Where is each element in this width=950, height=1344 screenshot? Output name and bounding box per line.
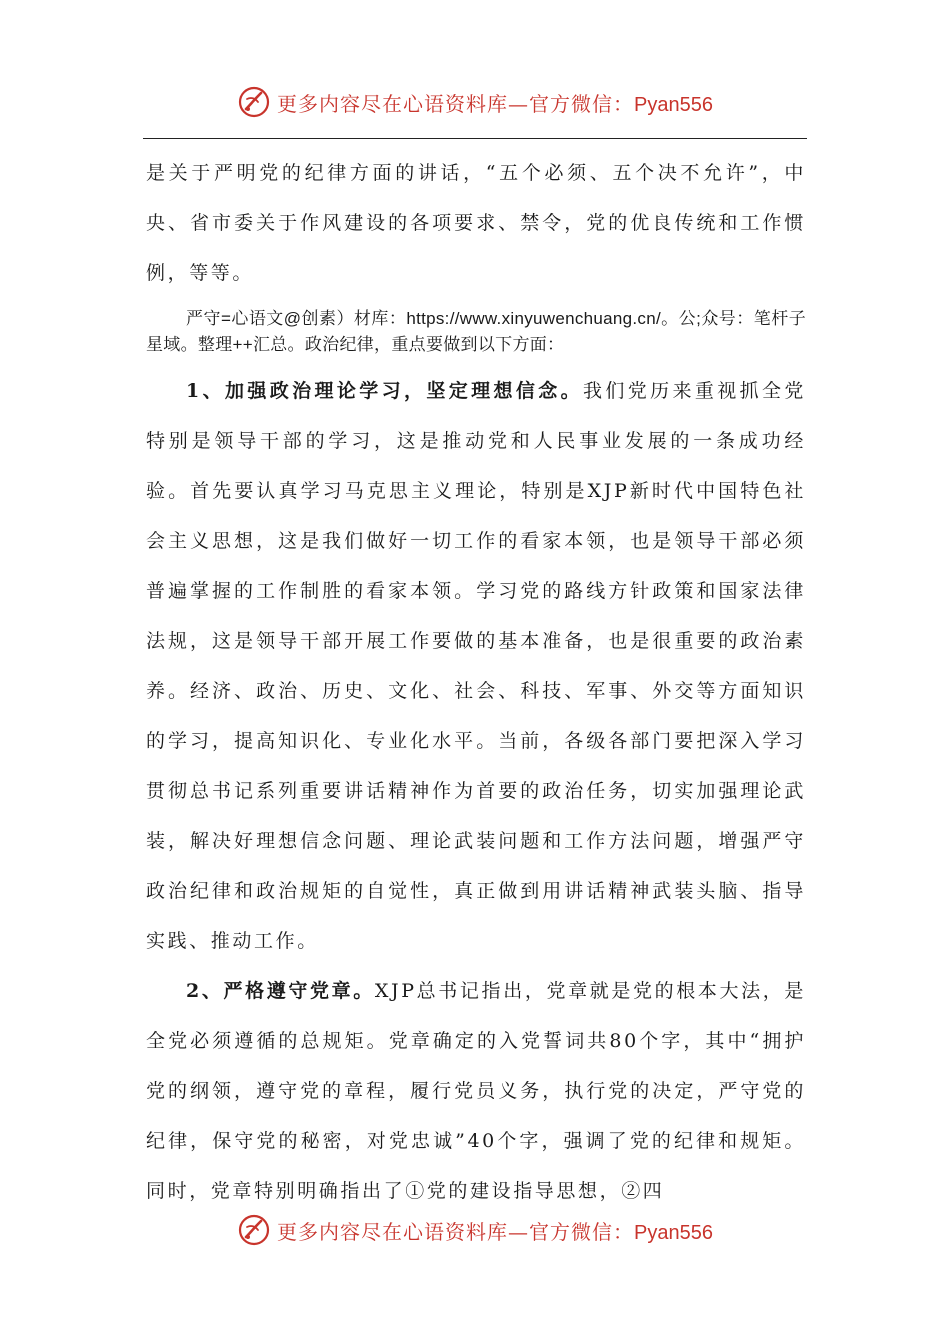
section-2-paragraph: [146, 966, 806, 1216]
section-2-text: XJP总书记指出，党章就是党的根本大法，是全党必须遵循的总规矩。党章确定的入党誓词共80个字，其中“拥护党的纲领，遵守党的章程，履行党员义务，执行党的决定，严守党的纪律，保守党的秘密，对党忠诚”40个字，强调了党的纪律和规矩。同时，党章特别明确指出了①党的建设指导思想，②四: [146, 980, 806, 1202]
section-1-text: 我们党历来重视抓全党特别是领导干部的学习，这是推动党和人民事业发展的一条成功经验。首先要认真学习马克思主义理论，特别是XJP新时代中国特色社会主义思想，这是我们做好一切工作的看家本领，也是领导干部必须普遍掌握的工作制胜的看家本领。学习党的路线方针政策和国家法律法规，这是领导干部开展工作要做的基本准备，也是很重要的政治素养。经济、政治、历史、文化、社会、科技、军事、外交等方面知识的学习，提高知识化、专业化水平。当前，各级各部门要把深入学习贯彻总书记系列重要讲话精神作为首要的政治任务，切实加强理论武装，解决好理想信念问题、理论武装问题和工作方法问题，增强严守政治纪律和政治规矩的自觉性，真正做到用讲话精神武装头脑、指导实践、推动工作。: [146, 380, 806, 952]
footer-banner-text: [277, 1216, 713, 1245]
banner-dash: —: [508, 91, 530, 116]
footer-banner: [0, 1208, 950, 1252]
calligraphy-brush-logo-icon: [237, 1213, 271, 1247]
header-banner: [0, 80, 950, 124]
header-banner-text: [277, 88, 713, 117]
banner-wechat-label: 官方微信：: [529, 91, 635, 116]
section-1-heading: 1、加强政治理论学习，坚定理想信念。: [186, 380, 583, 402]
document-body: [146, 148, 806, 1216]
header-divider: [143, 138, 807, 139]
banner-wechat-id: Pyan556: [634, 1221, 713, 1244]
calligraphy-brush-logo-icon: [237, 85, 271, 119]
banner-wechat-id: Pyan556: [634, 93, 713, 116]
banner-wechat-label: 官方微信：: [529, 1219, 635, 1244]
source-note: 严守=心语文@创素）材库：https://www.xinyuwenchuang.cn/。公;众号：笔杆子星域。整理++汇总。政治纪律，重点要做到以下方面：: [146, 309, 806, 354]
banner-dash: —: [508, 1219, 530, 1244]
banner-title: 更多内容尽在心语资料库: [277, 91, 509, 116]
paragraph-continuation: 是关于严明党的纪律方面的讲话，“五个必须、五个决不允许”，中央、省市委关于作风建设的各项要求、禁令，党的优良传统和工作惯例，等等。: [146, 162, 806, 284]
section-2-heading: 2、严格遵守党章。: [186, 980, 375, 1002]
section-1-paragraph: [146, 366, 806, 966]
banner-title: 更多内容尽在心语资料库: [277, 1219, 509, 1244]
